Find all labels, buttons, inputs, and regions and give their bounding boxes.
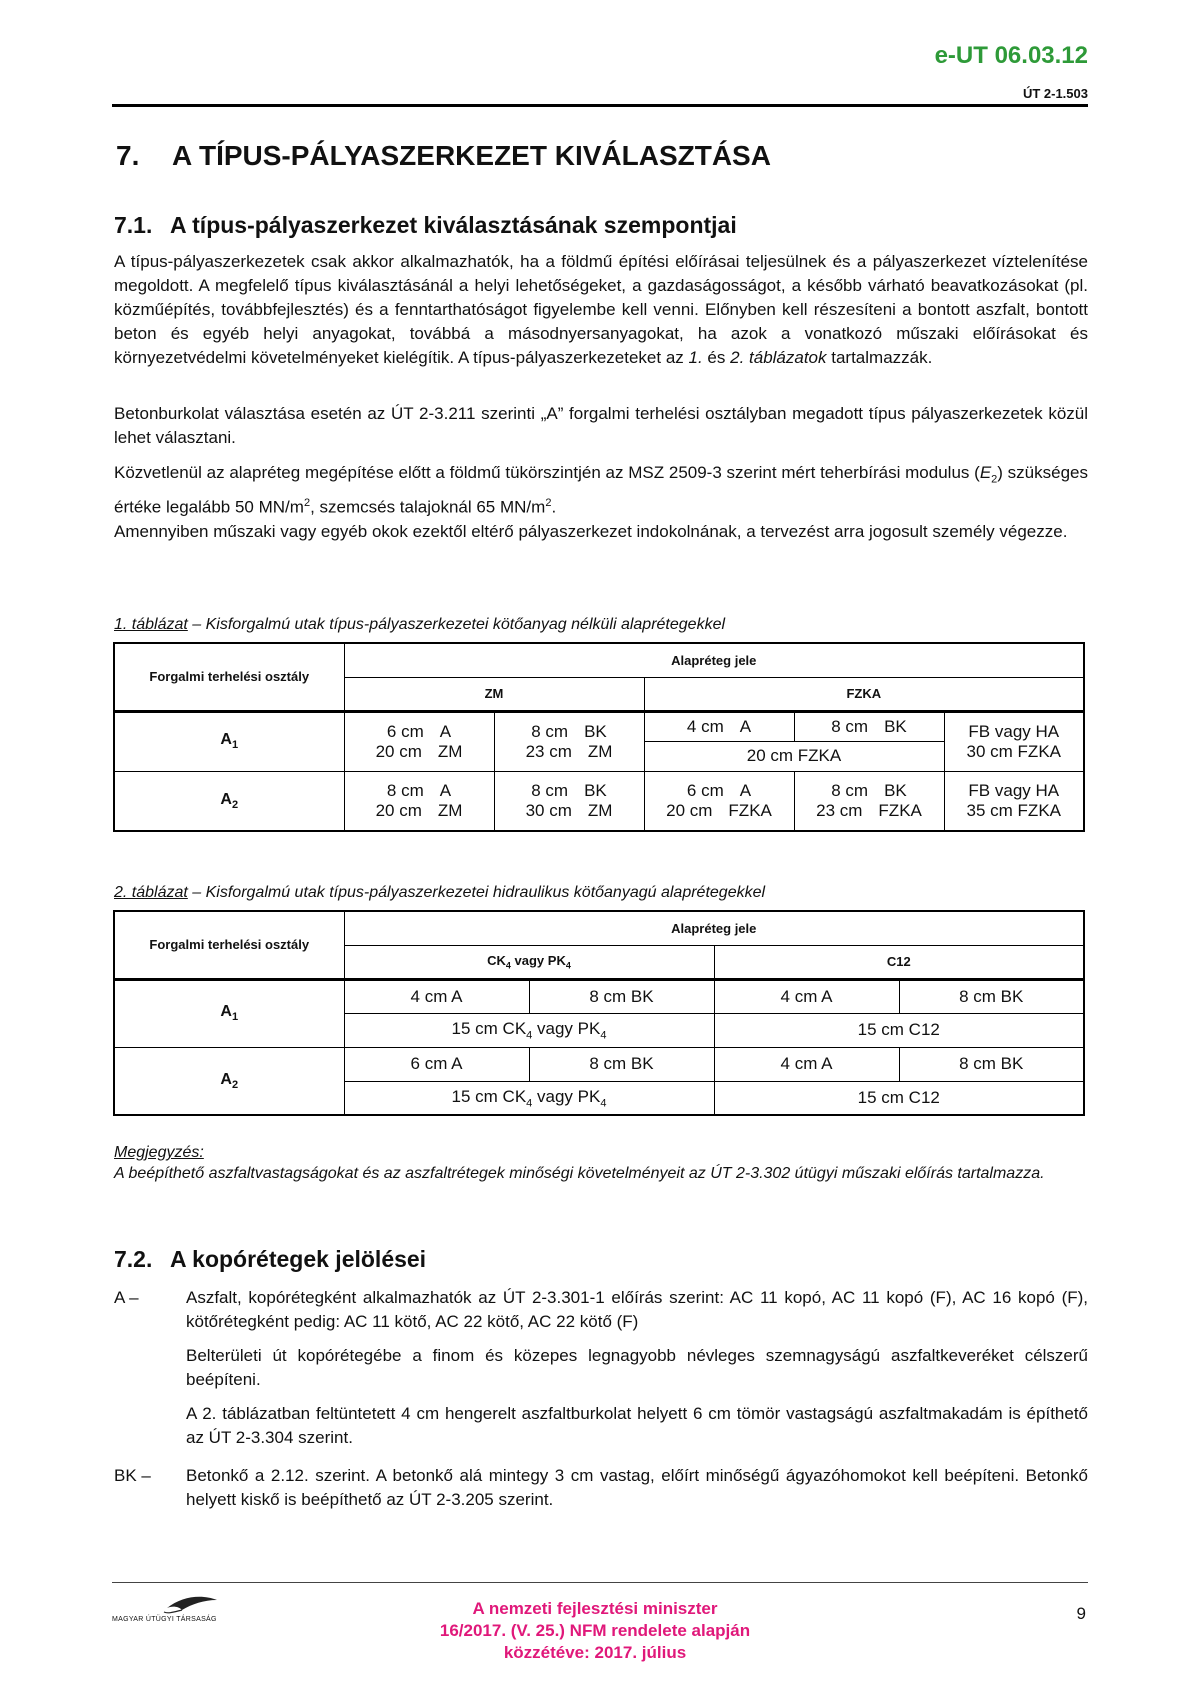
table-cell: 6 cm A (344, 1047, 529, 1081)
table-cell: 8 cm BK (899, 979, 1084, 1013)
cell-layer: A (439, 780, 452, 800)
cell-thickness: 20 cm (375, 800, 422, 820)
modulus-subscript: 2 (991, 473, 998, 486)
document-subcode: ÚT 2-1.503 (1022, 86, 1088, 101)
table-2-header-class: Forgalmi terhelési osztály (114, 911, 344, 979)
class-letter: A (220, 790, 232, 808)
header-rule (112, 104, 1088, 107)
class-letter: A (220, 1003, 232, 1021)
cell-ck-sub: 4 (526, 1029, 533, 1042)
cell-layer: FZKA (878, 800, 922, 820)
class-subscript: 1 (231, 739, 239, 752)
table-cell-merged: 15 cm C12 (714, 1081, 1084, 1115)
unit-sup-2: 2 (545, 497, 552, 510)
cell-text: FB vagy HA (968, 721, 1060, 741)
footer-rule (112, 1582, 1088, 1583)
cell-thickness: 6 cm (686, 780, 724, 800)
class-subscript: 1 (231, 1011, 239, 1024)
table-1-header-class: Forgalmi terhelési osztály (114, 643, 344, 711)
cell-layer: ZM (587, 800, 613, 820)
cell-layer: A (739, 716, 752, 736)
cell-layer: ZM (437, 800, 463, 820)
cell-layer: ZM (587, 741, 613, 761)
cell-pk-text: vagy PK (532, 1018, 601, 1038)
paragraph-3-value-2: , szemcsés talajoknál 65 MN/m (310, 498, 546, 518)
table-cell: 4 cm A (344, 979, 529, 1013)
paragraph-3-end: . (551, 498, 557, 518)
table-2-caption-lead: 2. táblázat (114, 884, 188, 901)
table-ref-1: 1. (688, 348, 703, 367)
section-title-text: A típus-pályaszerkezet kiválasztásának szempontjai (170, 212, 737, 238)
paragraph-1-text: A típus-pályaszerkezetek csak akkor alkalmazhatók, ha a földmű építési előírásai teljesülnek és a pályaszerkezet víztelenítése megoldott. A megfelelő típus kiválasztásánál a helyi lehetőségeket, a gazdaságosságot, a később várható beavatkozásokat (pl. közműépítés, továbbfejlesztés) és a fenntarthatóságot figyelembe kell venni. Előnyben kell részesíteni a bontott aszfalt, bontott beton és egyéb helyi anyagokat, továbbá a másodnyersanyagokat, ha azok a vonatkozó műszaki előírásokat és környezetvédelmi követelményeket kielégítik. A típus-pályaszerkezeteket az (114, 252, 1088, 367)
cell-thickness: 20 cm (375, 741, 422, 761)
table-cell (644, 711, 794, 741)
cell-thickness: 4 cm (686, 716, 724, 736)
section-title-7-2 (114, 1246, 426, 1273)
table-ref-2: 2. táblázatok (730, 348, 827, 367)
cell-layer: A (439, 721, 452, 741)
cell-thickness: 30 cm (525, 800, 572, 820)
definition-body: Betonkő a 2.12. szerint. A betonkő alá mintegy 3 cm vastag, előírt minőségű ágyazóhomokot kell beépíteni. Betonkő helyett kiskő is beépíthető az ÚT 2-3.205 szerint. (186, 1466, 1088, 1509)
table-1-caption (114, 616, 1088, 634)
table-2-caption-text: – Kisforgalmú utak típus-pályaszerkezetei hidraulikus kötőanyagú alaprétegekkel (187, 884, 766, 901)
cell-layer: ZM (437, 741, 463, 761)
table-2-header-ck (344, 945, 714, 979)
cell-thickness: 8 cm (831, 716, 869, 736)
unit-sup-1: 2 (303, 497, 311, 510)
cell-layer: BK (584, 721, 607, 741)
cell-ck-sub: 4 (526, 1096, 533, 1109)
table-cell (344, 711, 494, 771)
table-2-row-class (114, 1047, 344, 1115)
class-letter: A (220, 1070, 232, 1088)
table-1-header-zm: ZM (344, 677, 644, 711)
table-cell: 4 cm A (714, 1047, 899, 1081)
cell-layer: BK (884, 716, 907, 736)
definition-bk (114, 1464, 1088, 1512)
cell-ck-text: 15 cm CK (451, 1018, 527, 1038)
table-cell-merged: 20 cm FZKA (644, 741, 944, 771)
paragraph-3-text: Közvetlenül az alapréteg megépítése előtt a földmű tükörszintjén az MSZ 2509-3 szerint mért teherbírási modulus ( (114, 463, 980, 482)
note-heading: Megjegyzés: (114, 1144, 204, 1161)
table-cell (494, 711, 644, 771)
cell-thickness: 23 cm (525, 741, 572, 761)
class-subscript: 2 (231, 798, 239, 811)
table-cell-merged: 15 cm C12 (714, 1013, 1084, 1047)
chapter-title-text: A TÍPUS-PÁLYASZERKEZET KIVÁLASZTÁSA (172, 140, 771, 171)
table-1-row-class (114, 771, 344, 831)
cell-thickness: 8 cm (386, 780, 424, 800)
table-2-header-base: Alapréteg jele (344, 911, 1084, 945)
table-cell-merged (344, 1081, 714, 1115)
paragraph-1-and: és (702, 348, 731, 367)
society-logo (112, 1594, 252, 1628)
cell-thickness: 8 cm (531, 780, 569, 800)
cell-thickness: 23 cm (816, 800, 863, 820)
table-cell (944, 711, 1084, 771)
table-cell: 8 cm BK (529, 1047, 714, 1081)
definition-paragraph: Belterületi út kopórétegébe a finom és közepes legnagyobb névleges szemnagyságú aszfaltkeveréket célszerű beépíteni. (186, 1346, 1088, 1389)
table-1 (113, 642, 1085, 832)
table-cell (944, 771, 1084, 831)
paragraph-2: Betonburkolat választása esetén az ÚT 2-3.211 szerinti „A” forgalmi terhelési osztályban megadott típus pályaszerkezetek közül lehet választani. (114, 404, 1088, 447)
cell-pk-sub: 4 (600, 1029, 607, 1042)
definition-body (186, 1286, 1088, 1450)
cell-text: FB vagy HA (968, 780, 1060, 800)
table-cell (644, 771, 794, 831)
publication-line-1: A nemzeti fejlesztési miniszter (472, 1599, 718, 1618)
table-cell (794, 711, 944, 741)
table-2-caption (114, 884, 1088, 902)
table-cell (344, 771, 494, 831)
section-title-text: A kopórétegek jelölései (170, 1246, 427, 1272)
table-cell-merged (344, 1013, 714, 1047)
publication-line-3: közzétéve: 2017. július (503, 1643, 687, 1662)
publication-line-2: 16/2017. (V. 25.) NFM rendelete alapján (439, 1621, 751, 1640)
table-cell: 4 cm A (714, 979, 899, 1013)
section-number: 7.2. (114, 1246, 153, 1272)
definition-a (114, 1286, 1088, 1450)
table-cell (494, 771, 644, 831)
table-1-header-base: Alapréteg jele (344, 643, 1084, 677)
definition-term: A – (114, 1288, 139, 1307)
table-1-caption-text: – Kisforgalmú utak típus-pályaszerkezetei kötőanyag nélküli alaprétegekkel (187, 616, 726, 633)
document-code: e-UT 06.03.12 (934, 42, 1088, 69)
table-2-row-class (114, 979, 344, 1047)
cell-layer: BK (884, 780, 907, 800)
header-ck-sub: 4 (505, 960, 511, 971)
cell-ck-text: 15 cm CK (451, 1086, 527, 1106)
cell-pk-sub: 4 (600, 1096, 607, 1109)
definition-paragraph: Aszfalt, kopórétegként alkalmazhatók az ÚT 2-3.301-1 előírás szerint: AC 11 kopó, AC 11 kopó (F), AC 16 kopó (F), kötőrétegként pedig: AC 11 kötő, AC 22 kötő, AC 22 kötő (F) (186, 1288, 1088, 1331)
cell-layer: FZKA (728, 800, 772, 820)
cell-thickness: 20 cm (666, 800, 713, 820)
paragraph-1-end: tartalmazzák. (826, 348, 933, 367)
table-2 (113, 910, 1085, 1116)
cell-text: 35 cm FZKA (966, 800, 1061, 820)
section-title-7-1 (114, 212, 737, 239)
chapter-title (116, 140, 771, 172)
table-1-header-fzka: FZKA (644, 677, 1084, 711)
class-letter: A (220, 731, 232, 749)
page-number: 9 (1076, 1604, 1086, 1623)
cell-layer: A (739, 780, 752, 800)
cell-thickness: 8 cm (531, 721, 569, 741)
cell-text: 30 cm FZKA (966, 741, 1061, 761)
section-number: 7.1. (114, 212, 153, 238)
cell-layer: BK (584, 780, 607, 800)
header-ck-text: CK (487, 952, 506, 968)
definition-term: BK – (114, 1466, 151, 1485)
paragraph-3-value-1: ) szükséges értéke legalább 50 MN/m (114, 463, 1089, 518)
cell-pk-text: vagy PK (532, 1086, 601, 1106)
chapter-number: 7. (116, 140, 140, 171)
cell-thickness: 8 cm (831, 780, 869, 800)
class-subscript: 2 (231, 1078, 239, 1091)
modulus-symbol: E (979, 463, 992, 482)
cell-thickness: 6 cm (386, 721, 424, 741)
paragraph-3 (114, 461, 1088, 520)
definition-paragraph: A 2. táblázatban feltüntetett 4 cm hengerelt aszfaltburkolat helyett 6 cm tömör vastagságú aszfaltmakadám is építhető az ÚT 2-3.304 szerint. (186, 1404, 1088, 1447)
note-body: A beépíthető aszfaltvastagságokat és az aszfaltrétegek minőségi követelményeit az ÚT 2-3.302 útügyi műszaki előírás tartalmazza. (114, 1165, 1045, 1182)
header-pk-sub: 4 (565, 960, 571, 971)
table-cell: 8 cm BK (899, 1047, 1084, 1081)
paragraph-1 (114, 250, 1088, 370)
table-1-caption-lead: 1. táblázat (114, 616, 188, 633)
table-cell: 8 cm BK (529, 979, 714, 1013)
publication-note (345, 1598, 845, 1664)
table-cell (794, 771, 944, 831)
header-pk-text: vagy PK (510, 952, 566, 968)
logo-text: MAGYAR ÚTÜGYI TÁRSASÁG (112, 1616, 217, 1623)
table-1-row-class (114, 711, 344, 771)
table-2-header-c12: C12 (714, 945, 1084, 979)
paragraph-4: Amennyiben műszaki vagy egyéb okok ezektől eltérő pályaszerkezet indokolnának, a tervezést arra jogosult személy végezze. (114, 522, 1068, 541)
note (114, 1142, 1088, 1184)
